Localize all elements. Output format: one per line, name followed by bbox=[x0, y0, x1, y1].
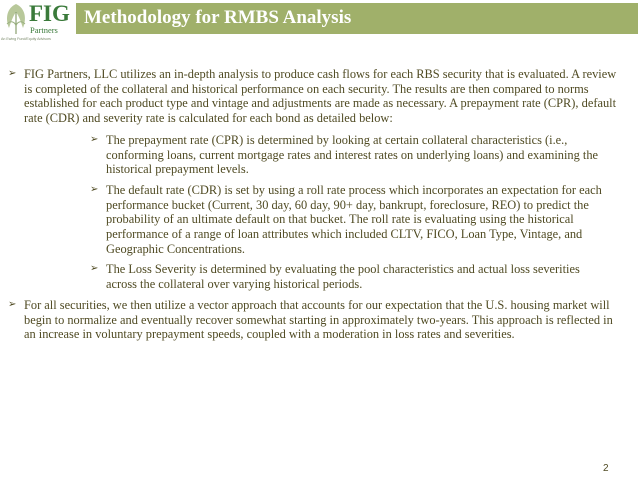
logo-tagline: An Ewing Fund/Equity Advisors bbox=[1, 37, 51, 41]
bullet-vector-approach bbox=[8, 298, 620, 342]
arrow-bullet-icon: ➢ bbox=[90, 133, 99, 145]
fig-partners-logo bbox=[0, 0, 74, 44]
sub-bullet-cpr bbox=[8, 133, 610, 177]
page-number: 2 bbox=[603, 463, 609, 474]
sub-bullet-text: The prepayment rate (CPR) is determined by looking at certain collateral characteristics (i.e., conforming loans, current mortgage rates and interest rates on underlying loans) and examining the historical prepayment levels. bbox=[106, 132, 599, 177]
bullet-text: For all securities, we then utilize a vector approach that accounts for our expectation that the U.S. housing market will begin to normalize and eventually recover somewhat starting in approximately two-years. This approach is reflected in an increase in voluntary prepayment speeds, coupled with a moderation in loss rates and severities. bbox=[24, 297, 613, 342]
arrow-bullet-icon: ➢ bbox=[8, 298, 17, 310]
slide-title: Methodology for RMBS Analysis bbox=[84, 7, 352, 28]
bullet-text: FIG Partners, LLC utilizes an in-depth analysis to produce cash flows for each RBS security that is evaluated. A review is completed of the collateral and historical performance on each security. The results are then compared to norms established for each product type and vintage and adjustments are made as necessary. A prepayment rate (CPR), default rate (CDR) and severity rate is calculated for each bond as detailed below: bbox=[24, 67, 617, 126]
title-bar bbox=[76, 3, 638, 34]
logo-name: FIG bbox=[29, 1, 70, 26]
sub-bullet-severity bbox=[8, 262, 610, 291]
arrow-bullet-icon: ➢ bbox=[8, 68, 17, 79]
sub-bullet-cdr bbox=[8, 183, 610, 257]
arrow-bullet-icon: ➢ bbox=[90, 183, 99, 195]
bullet-methodology bbox=[8, 67, 620, 126]
leaf-icon bbox=[3, 2, 29, 36]
sub-bullet-text: The default rate (CDR) is set by using a roll rate process which incorporates an expectation for each performance bucket (Current, 30 day, 60 day, 90+ day, bankrupt, foreclosure, REO) to predict the probability of an ultimate default on that bucket. The roll rate is evaluating using the historical performance of a range of loan attributes which included CLTV, FICO, Loan Type, Vintage, and Geographic Concentrations. bbox=[106, 182, 602, 256]
arrow-bullet-icon: ➢ bbox=[90, 263, 99, 275]
sub-bullet-text: The Loss Severity is determined by evaluating the pool characteristics and actual loss severities across the collateral over varying historical periods. bbox=[106, 262, 580, 292]
logo-subname: Partners bbox=[30, 25, 58, 35]
slide-content bbox=[8, 67, 620, 342]
